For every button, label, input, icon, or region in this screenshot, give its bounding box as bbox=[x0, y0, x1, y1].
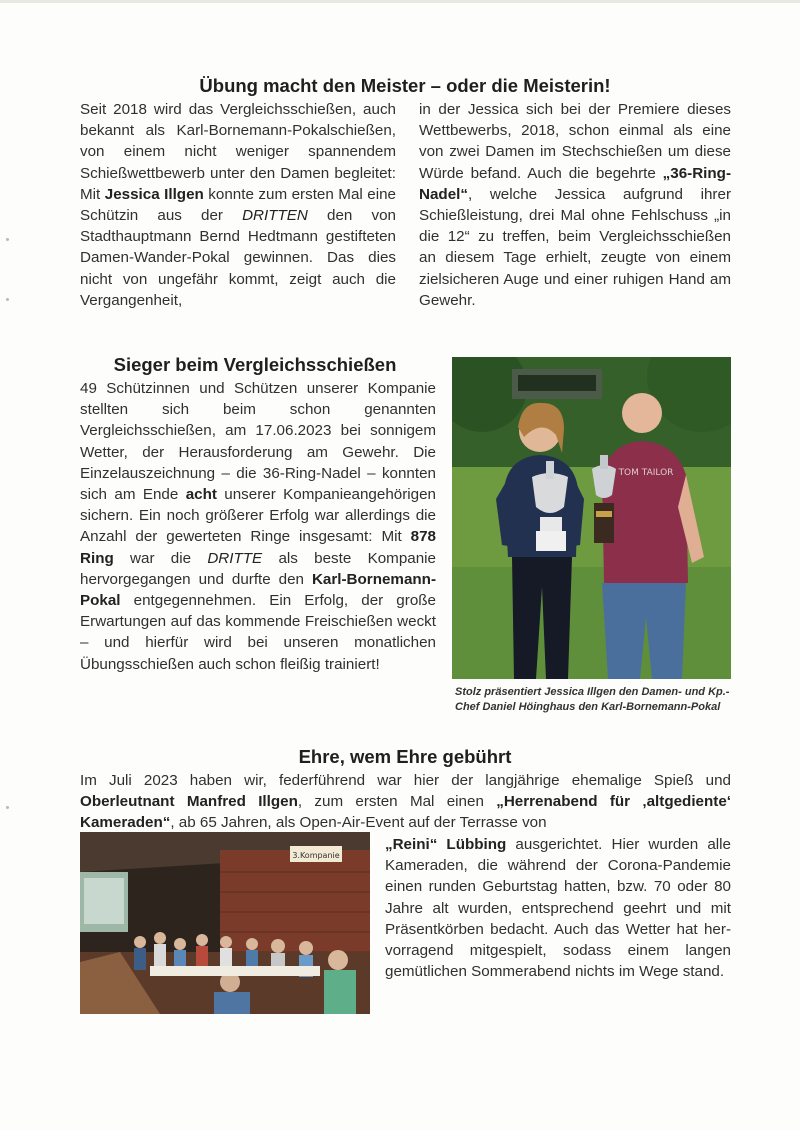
text-segment: acht bbox=[185, 486, 217, 504]
text-segment: DRITTEN bbox=[242, 207, 308, 225]
text-segment: als beste Kompanie hervorgegangen und durfte den bbox=[80, 549, 436, 588]
scan-mark bbox=[6, 298, 9, 301]
section3-body bbox=[385, 834, 731, 982]
scan-mark bbox=[6, 238, 9, 241]
text-segment: Seit 2018 wird das Vergleichsschießen, auch bekannt als Karl-Bornemann-Pokalschießen, von einem nicht weniger spannendem Schießwettbewerb unter den Damen begleitet: Mit bbox=[80, 101, 396, 203]
text-segment: , welche Jessica aufgrund ihrer Schießleistung, drei Mal ohne Fehlschuss „in die 12“ zu treffen, beim Vergleichsschießen an diesem Tage erhielt, zeugte von einem zielsicheren Auge und einer ruhigen Hand am Gewehr. bbox=[419, 185, 731, 309]
section1-right-column bbox=[419, 99, 731, 311]
text-segment: 878 Ring bbox=[80, 528, 436, 567]
text-segment: in der Jessica sich bei der Premiere dieses Wettbewerbs, 2018, schon einmal als eine von zwei Damen im Stechschießen um diese Würde befand. Auch die begehrte bbox=[419, 101, 731, 182]
text-segment: ausgerichtet. Hier wurden alle Kameraden, die während der Corona-Pandemie einen runden Geburtstag hatten, bzw. 70 oder 80 Jahre alt wurden, entsprechend geehrt und mit Präsentkörben bedacht. Auch das Wetter hat hervorragend mitgespielt, sodass einem langen gemütlichen Sommerabend nichts im Wege stand. bbox=[385, 836, 731, 981]
text-segment: Oberleutnant Manfred Illgen bbox=[80, 793, 298, 811]
winners-photo bbox=[452, 357, 731, 679]
text-segment: „Reini“ Lübbing bbox=[385, 836, 507, 853]
event-photo-illustration bbox=[80, 832, 370, 1014]
text-segment: 49 Schützinnen und Schützen unserer Kompanie stellten sich beim schon genannten Vergleichsschießen, am 17.06.2023 bei sonnigem Wetter, der Herausforderung am Gewehr. Die Einzelauszeichnung – die 36-Ring-Nadel – konnten sich am Ende bbox=[80, 380, 436, 504]
text-segment: „Herrenabend für ‚altgediente‘ Kameraden“ bbox=[80, 793, 731, 832]
text-segment: den von Stadthauptmann Bernd Hedtmann gestifteten Damen-Wander-Pokal gewinnen. Das dies nicht von ungefähr kommt, zeigt auch die Vergangenheit, bbox=[80, 207, 396, 309]
text-segment: , ab 65 Jahren, als Open-Air-Event auf der Terrasse von bbox=[170, 814, 547, 832]
text-segment: Karl-Bornemann-Pokal bbox=[80, 570, 436, 610]
section3-intro bbox=[80, 770, 731, 834]
event-photo bbox=[80, 832, 370, 1014]
section2-body bbox=[80, 378, 436, 675]
shirt-text: TOM TAILOR bbox=[618, 468, 674, 478]
text-segment: „36-Ring-Nadel“ bbox=[419, 164, 731, 203]
text-segment: unserer Kompanieangehörigen sichern. Ein noch größerer Erfolg war allerdings die Anzahl der gewerteten Ringe insgesamt: Mit bbox=[80, 486, 436, 546]
photo-caption: Stolz präsentiert Jessica Illgen den Damen- und Kp.-Chef Daniel Höinghaus den Karl-Bornemann-Pokal bbox=[455, 686, 730, 713]
section1-left-column bbox=[80, 99, 396, 311]
section-heading-winner: Sieger beim Vergleichsschießen bbox=[113, 354, 397, 375]
winners-photo-illustration bbox=[452, 357, 731, 679]
section-heading-practice: Übung macht den Meister – oder die Meisterin! bbox=[199, 75, 611, 96]
scan-mark bbox=[6, 806, 9, 809]
text-segment: war die bbox=[113, 549, 208, 567]
text-segment: DRITTE bbox=[207, 549, 263, 567]
text-segment: Jessica Illgen bbox=[104, 185, 204, 203]
text-segment: Im Juli 2023 haben wir, federführend war hier der langjährige ehemalige Spieß und bbox=[80, 772, 731, 789]
text-segment: konnte zum ersten Mal eine Schützin aus der bbox=[80, 185, 396, 225]
venue-sign: 3.Kompanie bbox=[292, 851, 340, 860]
text-segment: , zum ersten Mal einen bbox=[297, 793, 497, 811]
section-heading-honor: Ehre, wem Ehre gebührt bbox=[298, 746, 512, 767]
text-segment: entgegennehmen. Ein Erfolg, der große Erwartungen auf das kommende Freischießen weckt – und hierfür wird bei unseren monatlichen Übungsschießen auch schon fleißig trainiert! bbox=[80, 592, 436, 673]
